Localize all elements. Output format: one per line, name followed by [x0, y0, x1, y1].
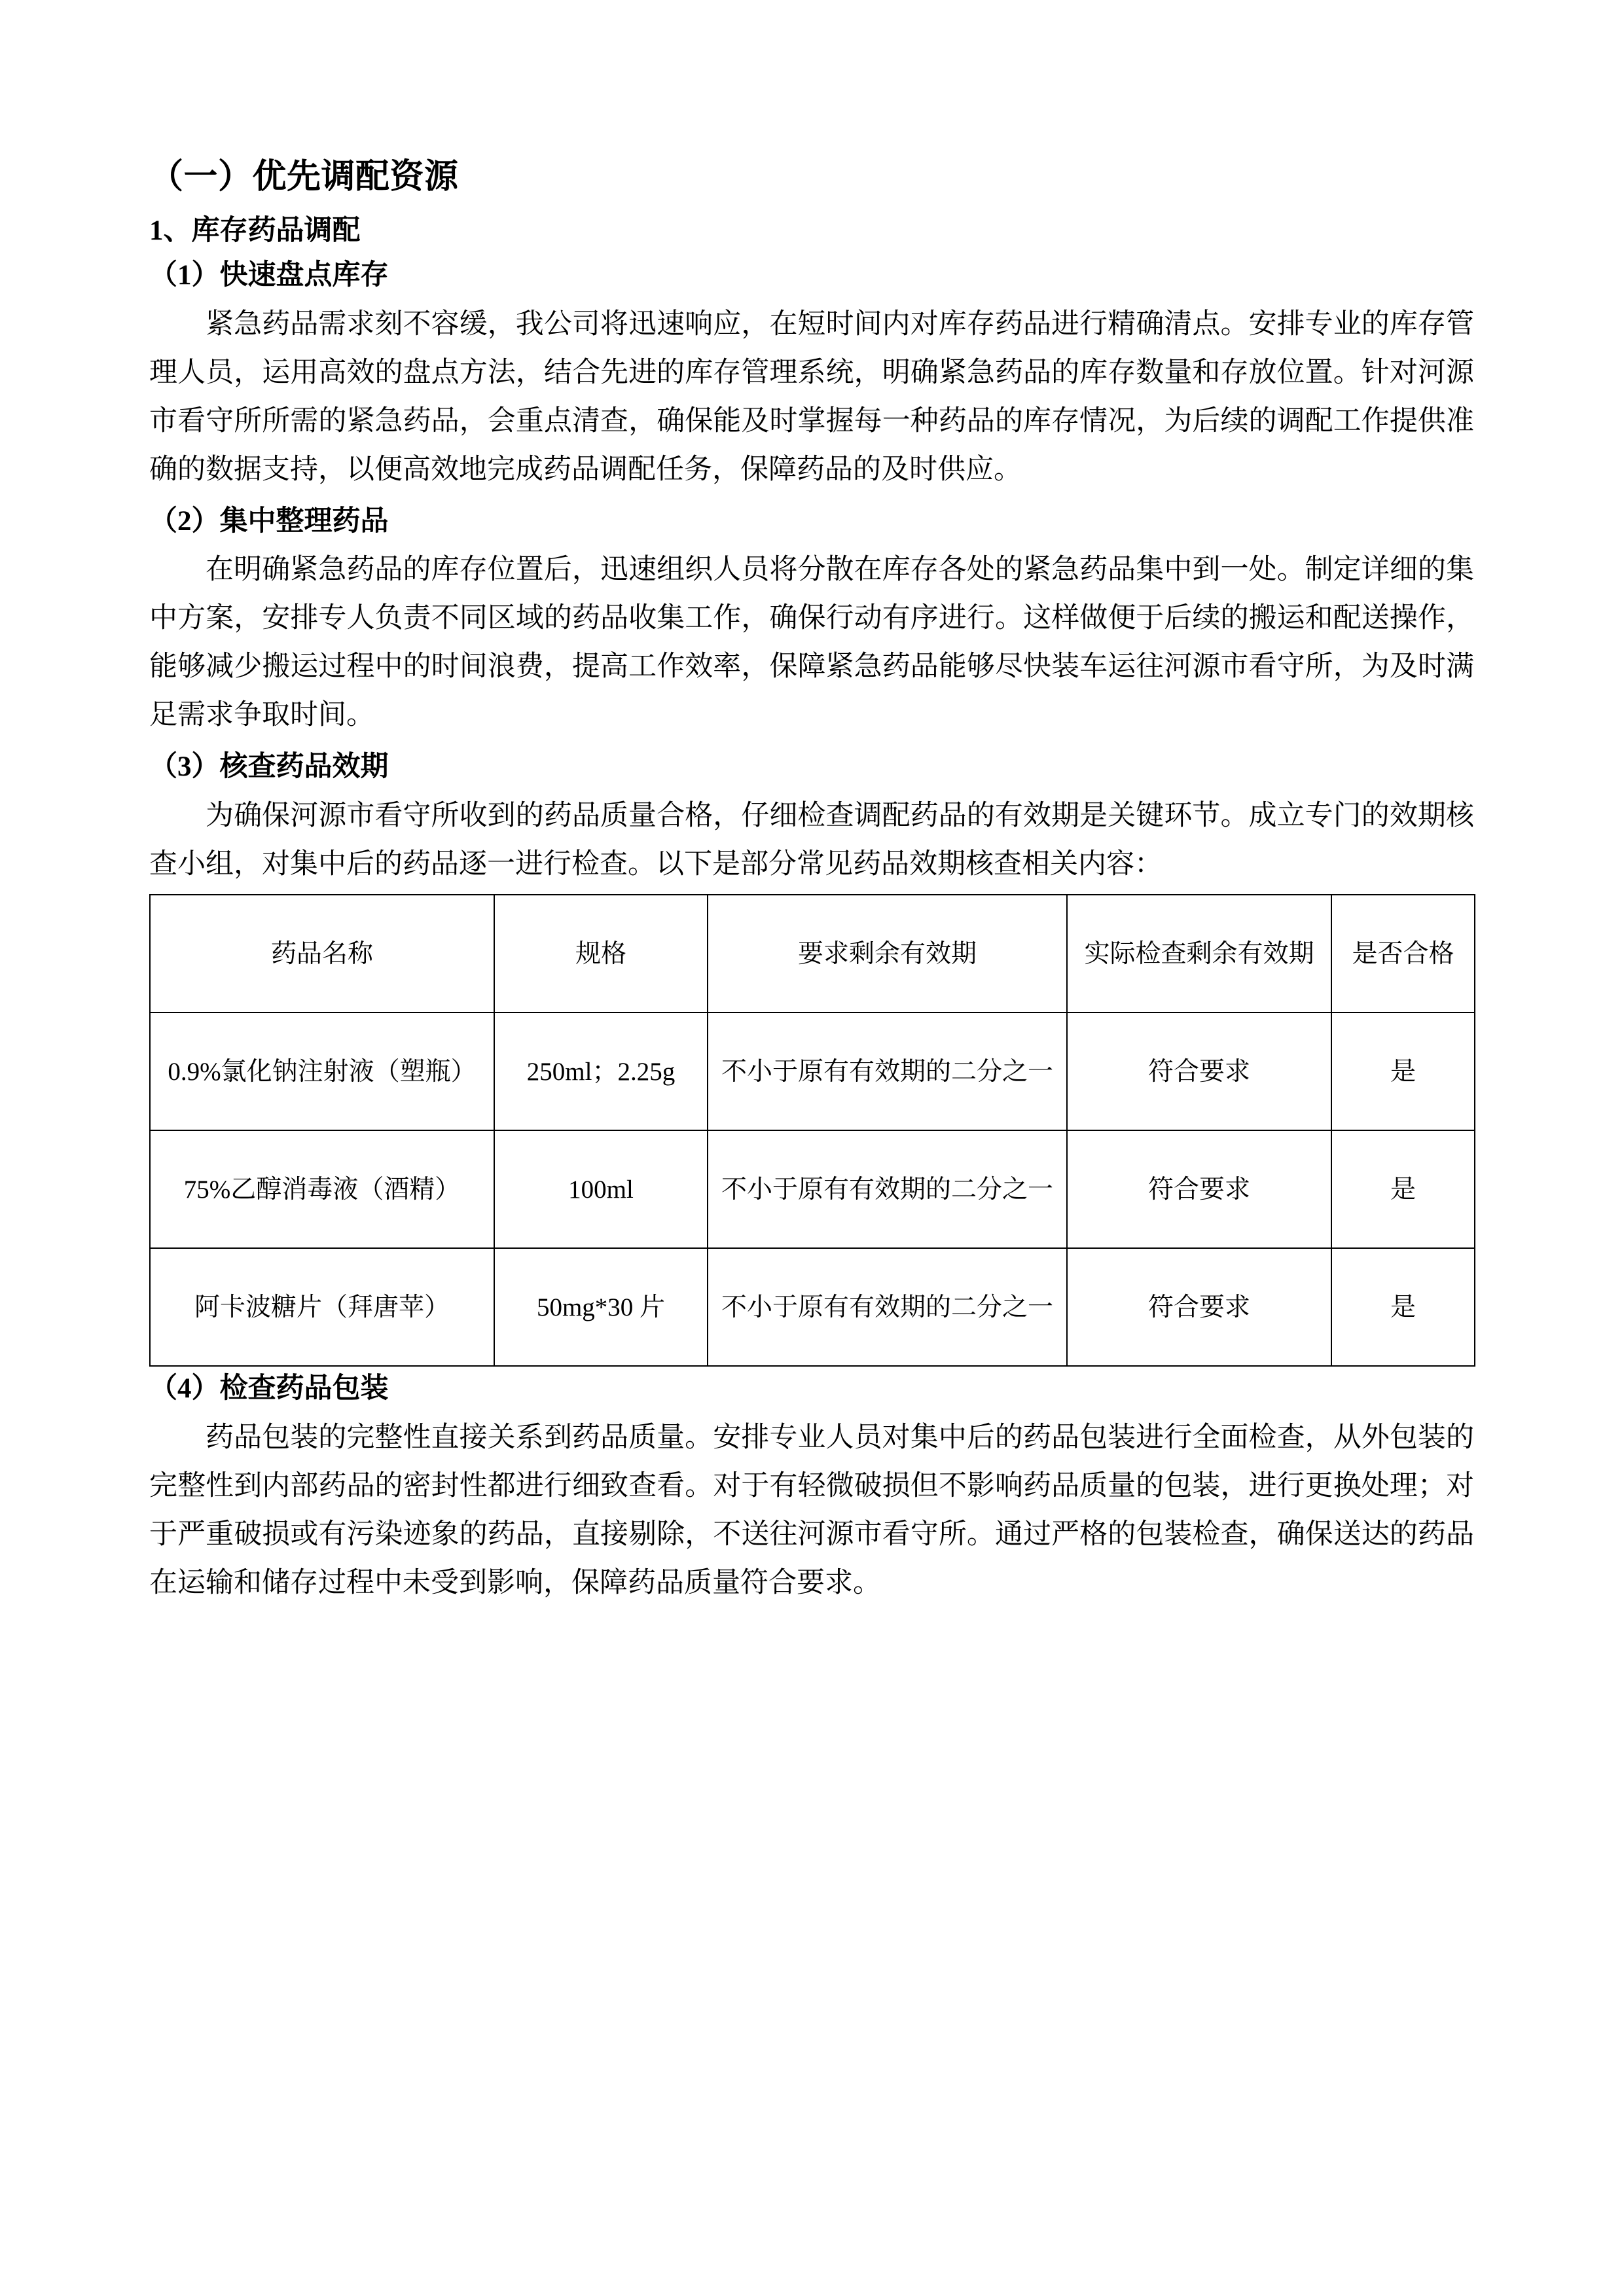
cell-drug-name: 0.9%氯化钠注射液（塑瓶）: [150, 1013, 494, 1130]
cell-actual-shelf-life: 符合要求: [1067, 1248, 1331, 1366]
subsection-number-heading: 1、库存药品调配: [149, 215, 361, 246]
cell-required-shelf-life: 不小于原有有效期的二分之一: [708, 1013, 1067, 1130]
heading-package-inspection: （4）检查药品包装: [149, 1373, 389, 1405]
paragraph-package-inspection: 药品包装的完整性直接关系到药品质量。安排专业人员对集中后的药品包装进行全面检查，从外包装的完整性到内部药品的密封性都进行细致查看。对于有轻微破损但不影响药品质量的包装，进行更换处理；对于严重破损或有污染迹象的药品，直接剔除，不送往河源市看守所。通过严格的包装检查，确保送达的药品在运输和储存过程中未受到影响，保障药品质量符合要求。: [149, 1422, 1474, 1598]
paragraph-quick-inventory-count: 紧急药品需求刻不容缓，我公司将迅速响应，在短时间内对库存药品进行精确清点。安排专业的库存管理人员，运用高效的盘点方法，结合先进的库存管理系统，明确紧急药品的库存数量和存放位置。针对河源市看守所所需的紧急药品，会重点清查，确保能及时掌握每一种药品的库存情况，为后续的调配工作提供准确的数据支持，以便高效地完成药品调配任务，保障药品的及时供应。: [149, 308, 1474, 485]
cell-qualified: 是: [1331, 1130, 1475, 1248]
cell-required-shelf-life: 不小于原有有效期的二分之一: [708, 1248, 1067, 1366]
paragraph-expiry-verification: 为确保河源市看守所收到的药品质量合格，仔细检查调配药品的有效期是关键环节。成立专门的效期核查小组，对集中后的药品逐一进行检查。以下是部分常见药品效期核查相关内容：: [149, 800, 1474, 880]
cell-actual-shelf-life: 符合要求: [1067, 1013, 1331, 1130]
cell-actual-shelf-life: 符合要求: [1067, 1130, 1331, 1248]
column-header-actual-shelf-life: 实际检查剩余有效期: [1067, 895, 1331, 1013]
table-row: [150, 1248, 1475, 1366]
cell-drug-name: 阿卡波糖片（拜唐苹）: [150, 1248, 494, 1366]
table-row: [150, 1013, 1475, 1130]
column-header-qualified: 是否合格: [1331, 895, 1475, 1013]
column-header-drug-name: 药品名称: [150, 895, 494, 1013]
heading-quick-inventory-count: （1）快速盘点库存: [149, 259, 389, 291]
cell-specification: 250ml；2.25g: [494, 1013, 708, 1130]
heading-centralized-sorting: （2）集中整理药品: [149, 505, 389, 537]
cell-specification: 50mg*30 片: [494, 1248, 708, 1366]
cell-qualified: 是: [1331, 1248, 1475, 1366]
cell-specification: 100ml: [494, 1130, 708, 1248]
cell-drug-name: 75%乙醇消毒液（酒精）: [150, 1130, 494, 1248]
table-row: [150, 1130, 1475, 1248]
table-header-row: [150, 895, 1475, 1013]
heading-expiry-verification: （3）核查药品效期: [149, 751, 389, 783]
paragraph-centralized-sorting: 在明确紧急药品的库存位置后，迅速组织人员将分散在库存各处的紧急药品集中到一处。制定详细的集中方案，安排专人负责不同区域的药品收集工作，确保行动有序进行。这样做便于后续的搬运和配送操作，能够减少搬运过程中的时间浪费，提高工作效率，保障紧急药品能够尽快装车运往河源市看守所，为及时满足需求争取时间。: [149, 554, 1474, 731]
column-header-specification: 规格: [494, 895, 708, 1013]
drug-expiry-table: [149, 894, 1475, 1367]
cell-qualified: 是: [1331, 1013, 1475, 1130]
page-title: （一）优先调配资源: [149, 158, 459, 196]
cell-required-shelf-life: 不小于原有有效期的二分之一: [708, 1130, 1067, 1248]
column-header-required-shelf-life: 要求剩余有效期: [708, 895, 1067, 1013]
